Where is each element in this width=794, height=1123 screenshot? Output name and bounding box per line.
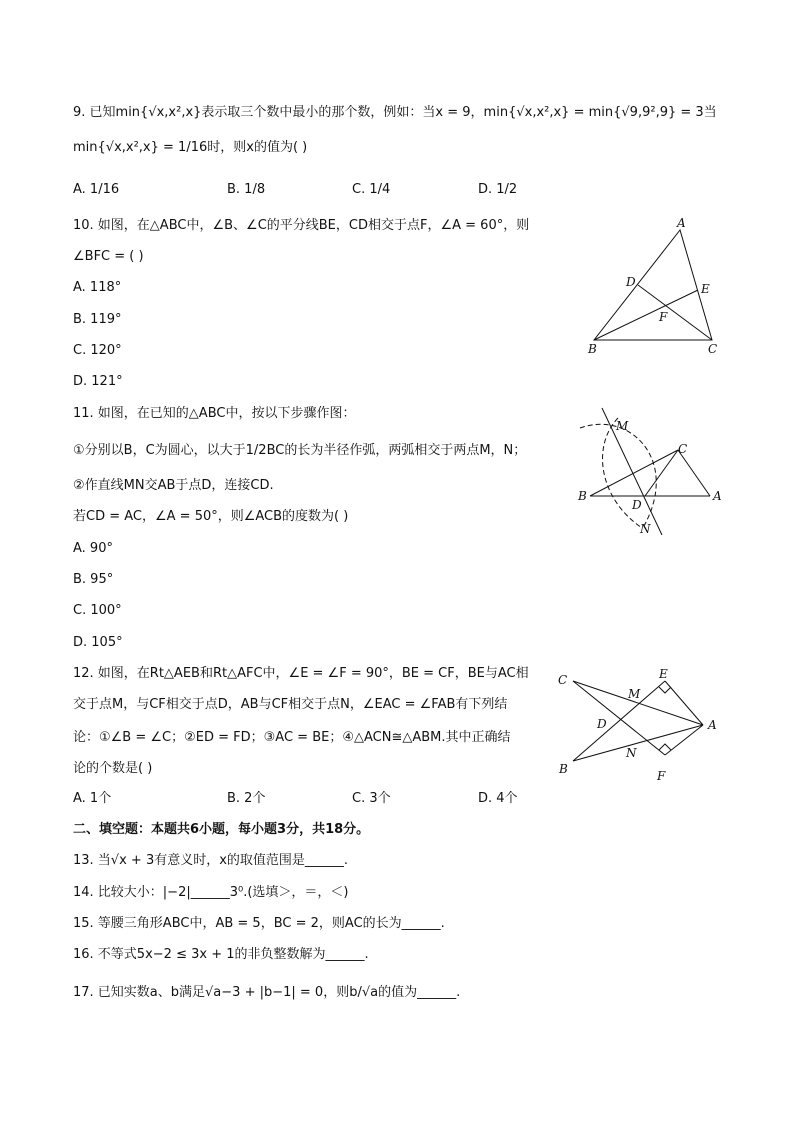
section-two-heading: 二、填空题：本题共6小题，每小题3分，共18分。 bbox=[73, 822, 370, 837]
q12-side-fa bbox=[665, 725, 703, 755]
q12-option-a: A. 1个 bbox=[73, 791, 112, 806]
q11-arc-from-b bbox=[580, 424, 656, 526]
q12-option-b: B. 2个 bbox=[227, 791, 266, 806]
q12-line2: 交于点M，与CF相交于点D，AB与CF相交于点N，∠EAC = ∠FAB有下列结 bbox=[73, 697, 508, 712]
q10-label-d: D bbox=[626, 275, 636, 289]
q11-label-n: N bbox=[640, 522, 651, 536]
q11-label-a: A bbox=[713, 489, 722, 503]
q12-side-cf bbox=[573, 681, 665, 755]
q10-line2: ∠BFC = ( ) bbox=[73, 249, 144, 264]
q10-line1: 10. 如图，在△ABC中，∠B、∠C的平分线BE，CD相交于点F，∠A = 60°，则 bbox=[73, 218, 530, 233]
q12-label-n: N bbox=[626, 746, 637, 760]
q9-option-b: B. 1/8 bbox=[227, 182, 266, 197]
q11-line1: 11. 如图，在已知的△ABC中，按以下步骤作图： bbox=[73, 406, 356, 421]
q9-line2: min{√x,x²,x} = 1/16时，则x的值为( ) bbox=[73, 140, 308, 155]
q10-figure bbox=[580, 210, 730, 360]
q12-label-a: A bbox=[708, 718, 717, 732]
q9-option-c: C. 1/4 bbox=[352, 182, 391, 197]
q10-label-b: B bbox=[588, 342, 597, 356]
q11-line2: ①分别以B，C为圆心，以大于1/2BC的长为半径作弧，两弧相交于两点M，N； bbox=[73, 443, 527, 458]
q12-line4: 论的个数是( ) bbox=[73, 761, 153, 776]
q12-label-e: E bbox=[659, 667, 668, 681]
q10-option-c: C. 120° bbox=[73, 343, 122, 358]
q12-right-angle-f bbox=[659, 744, 671, 750]
q12-label-d: D bbox=[597, 717, 607, 731]
q11-option-a: A. 90° bbox=[73, 541, 113, 556]
q12-side-be bbox=[573, 681, 665, 761]
q11-segment-cd bbox=[645, 450, 678, 496]
q12-right-angle-e bbox=[659, 687, 671, 693]
q9-line1: 9. 已知min{√x,x²,x}表示取三个数中最小的那个数，例如：当x = 9，min{√x,x²,x} = min{√9,9²,9} = 3当 bbox=[73, 105, 717, 120]
q11-side-bc bbox=[590, 450, 678, 496]
q11-option-c: C. 100° bbox=[73, 603, 122, 618]
q13-text: 13. 当√x + 3有意义时，x的取值范围是______. bbox=[73, 853, 349, 868]
q11-option-b: B. 95° bbox=[73, 572, 114, 587]
q10-option-a: A. 118° bbox=[73, 280, 122, 295]
q9-option-a: A. 1/16 bbox=[73, 182, 120, 197]
q10-label-e: E bbox=[701, 282, 710, 296]
q12-line1: 12. 如图，在Rt△AEB和Rt△AFC中，∠E = ∠F = 90°，BE = CF，BE与AC相 bbox=[73, 666, 529, 681]
q15-text: 15. 等腰三角形ABC中，AB = 5，BC = 2，则AC的长为______. bbox=[73, 916, 445, 931]
q10-option-b: B. 119° bbox=[73, 312, 122, 327]
q11-line4: 若CD = AC，∠A = 50°，则∠ACB的度数为( ) bbox=[73, 509, 349, 524]
q9-option-d: D. 1/2 bbox=[478, 182, 518, 197]
q10-bisector-be bbox=[594, 290, 698, 340]
q12-label-f: F bbox=[657, 769, 666, 783]
q12-label-m: M bbox=[628, 687, 641, 701]
q11-line3: ②作直线MN交AB于点D，连接CD. bbox=[73, 478, 274, 493]
q12-line3: 论：①∠B = ∠C；②ED = FD；③AC = BE；④△ACN≅△ABM.其中正确结 bbox=[73, 730, 511, 745]
q11-label-c: C bbox=[678, 442, 688, 456]
q11-label-d: D bbox=[632, 498, 642, 512]
q14-text: 14. 比较大小：|−2|______3⁰.(选填＞，＝，＜) bbox=[73, 885, 349, 900]
q11-option-d: D. 105° bbox=[73, 635, 123, 650]
q10-label-f: F bbox=[659, 310, 668, 324]
q10-option-d: D. 121° bbox=[73, 374, 123, 389]
q11-label-m: M bbox=[616, 419, 629, 433]
q12-side-ba bbox=[573, 725, 703, 761]
q12-option-c: C. 3个 bbox=[352, 791, 391, 806]
q10-label-c: C bbox=[708, 342, 718, 356]
q10-label-a: A bbox=[677, 216, 686, 230]
q11-label-b: B bbox=[578, 489, 587, 503]
q17-text: 17. 已知实数a、b满足√a−3 + |b−1| = 0，则b/√a的值为______. bbox=[73, 985, 461, 1000]
q12-figure bbox=[555, 665, 730, 785]
q10-triangle-abc bbox=[594, 230, 712, 340]
q11-figure bbox=[570, 400, 735, 540]
q16-text: 16. 不等式5x−2 ≤ 3x + 1的非负整数解为______. bbox=[73, 947, 369, 962]
q12-label-c: C bbox=[558, 673, 568, 687]
q11-side-ca bbox=[678, 450, 710, 496]
q12-label-b: B bbox=[559, 762, 568, 776]
q12-option-d: D. 4个 bbox=[478, 791, 518, 806]
